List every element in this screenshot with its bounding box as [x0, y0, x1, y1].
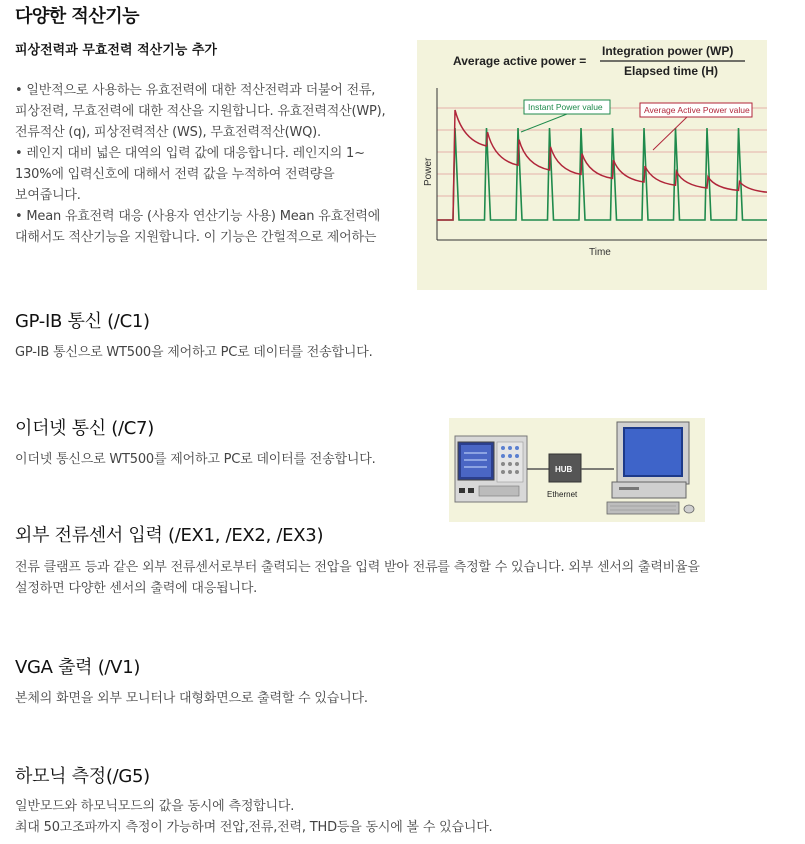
description-line: 일반모드와 하모닉모드의 값을 동시에 측정합니다. [15, 799, 295, 814]
section-title-sensor: 외부 전류센서 입력 (/EX1, /EX2, /EX3) [15, 525, 324, 546]
ethernet-diagram [449, 418, 705, 522]
description-line: 보여줍니다. [15, 188, 81, 203]
description-line: 본체의 화면을 외부 모니터나 대형화면으로 출력할 수 있습니다. [15, 691, 368, 706]
average-power-figure [417, 40, 767, 290]
section-title-gpib: GP-IB 통신 (/C1) [15, 311, 150, 332]
section-title-vga: VGA 출력 (/V1) [15, 657, 141, 678]
formula-left: Average active power = [453, 54, 587, 68]
description-line: 전류적산 (q), 피상전력적산 (WS), 무효전력적산(WQ). [15, 125, 321, 140]
average-power-line [437, 110, 767, 220]
description-line: 피상전력, 무효전력에 대한 적산을 지원합니다. 유효전력적산(WP), [15, 104, 386, 119]
ethernet-description [15, 449, 376, 470]
description-line: 이더넷 통신으로 WT500를 제어하고 PC로 데이터를 전송합니다. [15, 452, 376, 467]
ethernet-label: Ethernet [547, 490, 578, 499]
description-line: 130%에 입력신호에 대해서 전력 값을 누적하여 전력량을 [15, 167, 335, 182]
y-axis-label: Power [423, 157, 434, 186]
description-line: • Mean 유효전력 대응 (사용자 연산기능 사용) Mean 유효전력에 [15, 209, 381, 224]
section-title-ethernet: 이더넷 통신 (/C7) [15, 418, 154, 439]
description-line: • 일반적으로 사용하는 유효전력에 대한 적산전력과 더불어 전류, [15, 83, 376, 98]
description-line: 전류 클램프 등과 같은 외부 전류센서로부터 출력되는 전압을 입력 받아 전류를 측정할 수 있습니다. 외부 센서의 출력비율을 [15, 560, 700, 575]
vga-description [15, 688, 368, 709]
wt500-instrument-icon [455, 436, 527, 502]
harmonic-description [15, 796, 493, 838]
description-line: 대해서도 적산기능을 지원합니다. 이 기능은 간헐적으로 제어하는 [15, 230, 377, 245]
section-title-integration: 다양한 적산기능 [15, 6, 139, 27]
integration-description [15, 80, 385, 248]
formula-denominator: Elapsed time (H) [624, 64, 719, 78]
average-power-diagram [417, 40, 767, 290]
description-line: 최대 50고조파까지 측정이 가능하며 전압,전류,전력, THD등을 동시에 볼 수 있습니다. [15, 820, 493, 835]
formula-numerator: Integration power (WP) [602, 44, 734, 58]
hub-label: HUB [555, 465, 573, 474]
instant-power-pointer [521, 114, 567, 132]
description-line: • 레인지 대비 넓은 대역의 입력 값에 대응합니다. 레인지의 1~ [15, 146, 365, 161]
pc-icon [607, 422, 694, 514]
ethernet-connection-figure [449, 418, 705, 522]
hub-icon [549, 454, 581, 482]
description-line: GP-IB 통신으로 WT500을 제어하고 PC로 데이터를 전송합니다. [15, 345, 373, 360]
x-axis-label: Time [589, 247, 611, 258]
gpib-description [15, 342, 373, 363]
average-power-pointer [653, 117, 687, 150]
description-line: 설정하면 다양한 센서의 출력에 대응됩니다. [15, 581, 258, 596]
average-power-callout-label: Average Active Power value [644, 105, 750, 115]
section-title-harmonic: 하모닉 측정(/G5) [15, 766, 150, 787]
section-subtitle-integration: 피상전력과 무효전력 적산기능 추가 [15, 43, 217, 58]
power-plot [437, 88, 767, 240]
instant-power-callout-label: Instant Power value [528, 102, 603, 112]
sensor-description [15, 557, 700, 599]
